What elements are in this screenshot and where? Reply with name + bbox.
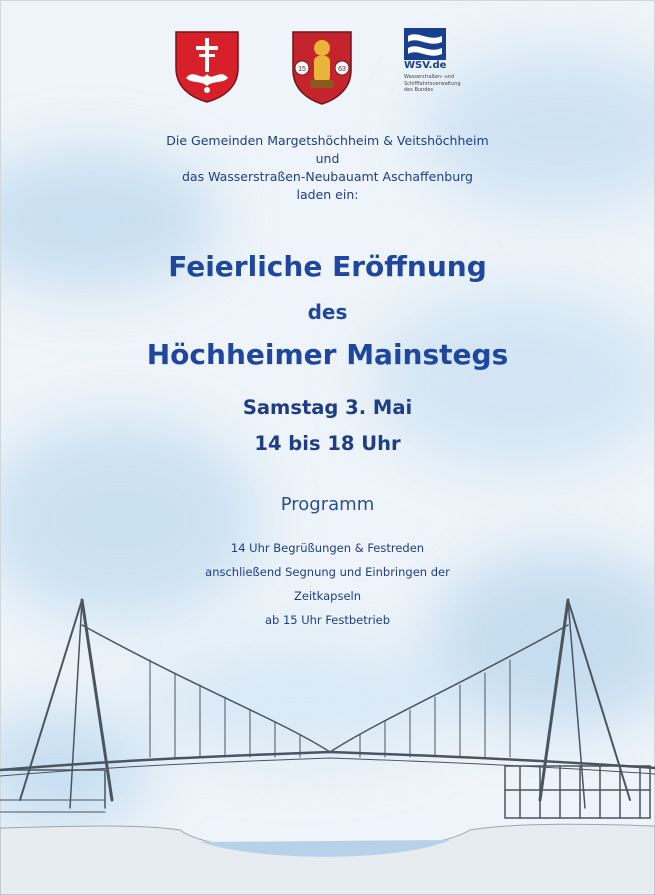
intro-line: das Wasserstraßen-Neubauamt Aschaffenburg [181, 169, 473, 184]
program-item: Zeitkapseln [293, 589, 361, 603]
program-heading: Programm [280, 494, 375, 515]
margetshoechheim-crest-icon [172, 28, 242, 104]
event-time: 14 bis 18 Uhr [254, 432, 401, 455]
logo-row [0, 28, 655, 108]
program-item: 14 Uhr Begrüßungen & Festreden [230, 541, 425, 555]
invitation-intro [0, 132, 655, 204]
wsv-title: WSV.de [404, 60, 447, 71]
wsv-wave-icon [404, 28, 446, 60]
crest-year-right: 63 [338, 66, 346, 73]
wsv-subtitle: Wasserstraßen- und Schifffahrtsverwaltung des Bundes [404, 74, 461, 93]
wsv-logo [404, 28, 484, 108]
intro-line: und [315, 151, 340, 166]
event-title-line2: des [307, 300, 348, 324]
veitshoechheim-crest-icon [287, 28, 357, 106]
program-item: anschließend Segnung und Einbringen der [205, 565, 450, 579]
bridge-illustration [0, 590, 655, 895]
program-item: ab 15 Uhr Festbetrieb [264, 613, 391, 627]
crest-year-left: 15 [298, 66, 306, 73]
event-date: Samstag 3. Mai [242, 396, 413, 419]
event-title-line3: Höchheimer Mainstegs [146, 338, 509, 371]
intro-line: laden ein: [296, 187, 359, 202]
event-title-line1: Feierliche Eröffnung [168, 250, 487, 283]
intro-line: Die Gemeinden Margetshöchheim & Veitshöchheim [166, 133, 489, 148]
